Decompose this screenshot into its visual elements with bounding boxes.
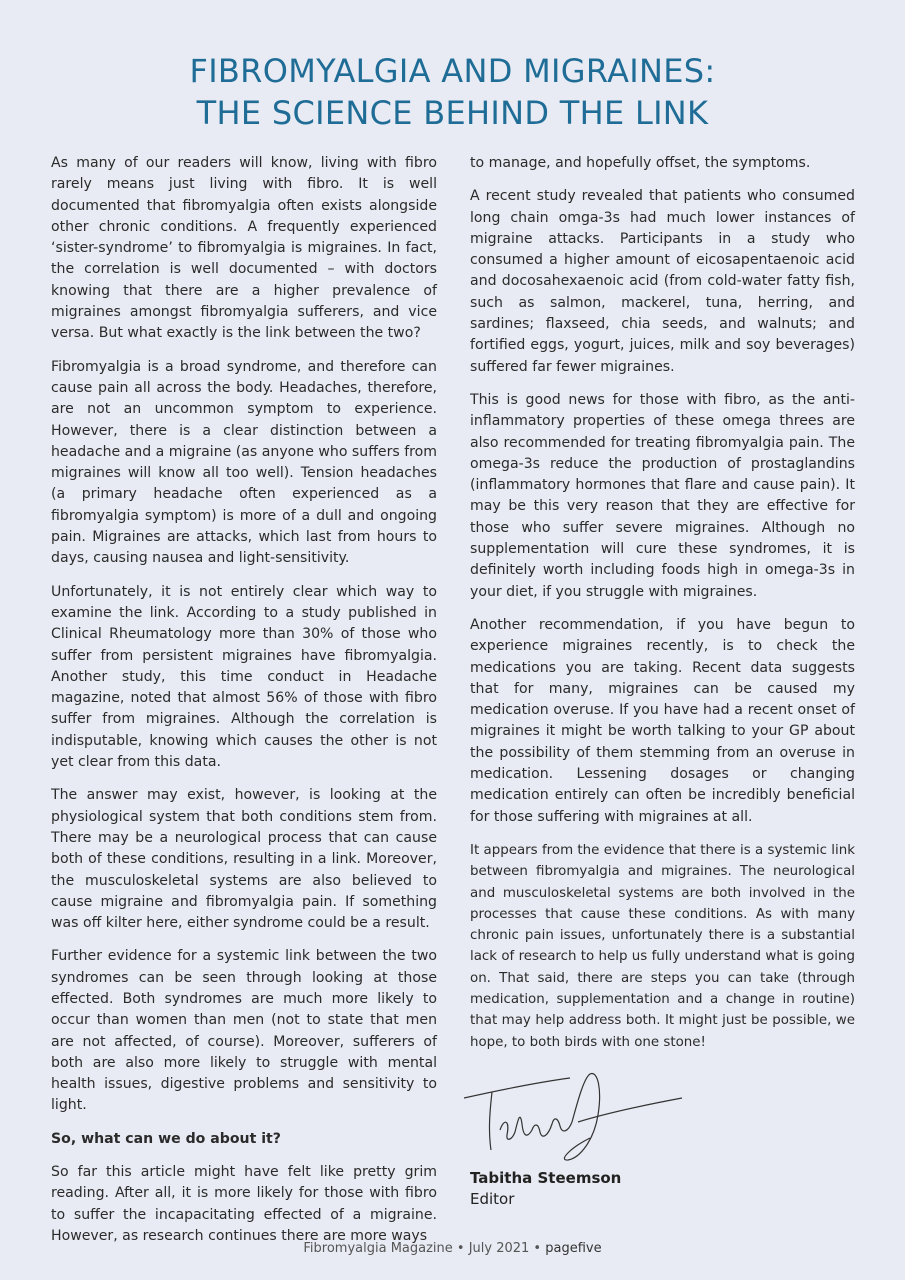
- paragraph: Another recommendation, if you have begun to experience migraines recently, is to check the medications you are taking. Recent data suggests that for many, migraines can be caused my medication overuse. If you have had a recent onset of migraines it might be worth talking to your GP about the possibility of them stemming from an overuse in medication. Lessening dosages or changing medication entirely can often be incredibly beneficial for those suffering with migraines at all.: [470, 616, 855, 825]
- paragraph: to manage, and hopefully offset, the symptoms.: [470, 155, 811, 171]
- paragraph: The answer may exist, however, is looking at the physiological system that both conditions stem from. There may be a neurological process that can cause both of these conditions, resulting in a link. Moreover, the musculoskeletal systems are also believed to cause migraine and fibromyalgia pain. If something was off kilter here, either syndrome could be a result.: [51, 787, 437, 932]
- paragraph: It appears from the evidence that there is a systemic link between fibromyalgia and migraines. The neurological and musculoskeletal systems are both involved in the processes that cause these conditions. As with many chronic pain issues, unfortunately there is a substantial lack of research to help us fully understand what is going on. That said, there are steps you can take (through medication, supplementation and a change in routine) that may help address both. It might just be possible, we hope, to both birds with one stone!: [470, 842, 855, 1050]
- section-subheading: So, what can we do about it?: [51, 1130, 281, 1147]
- article-title: [0, 50, 905, 134]
- paragraph: Fibromyalgia is a broad syndrome, and therefore can cause pain all across the body. Headaches, therefore, are not an uncommon symptom to experience. However, there is a clear distinction between a headache and a migraine (as anyone who suffers from migraines will know all too well). Tension headaches (a primary headache often experienced as a fibromyalgia symptom) is more of a dull and ongoing pain. Migraines are attacks, which last from hours to days, causing nausea and light-sensitivity.: [51, 358, 437, 567]
- editor-name: Tabitha Steemson: [470, 1169, 622, 1187]
- left-column: [51, 153, 437, 1259]
- footer-publication: Fibromyalgia Magazine • July 2021 •: [303, 1241, 546, 1256]
- paragraph: A recent study revealed that patients who consumed long chain omga-3s had much lower instances of migraine attacks. Participants in a study who consumed a higher amount of eicosapentaenoic acid and docosahexaenoic acid (from cold-water fatty fish, such as salmon, mackerel, tuna, herring, and sardines; flaxseed, chia seeds, and walnuts; and fortified eggs, yogurt, juices, milk and soy beverages) suffered far fewer migraines.: [470, 188, 855, 375]
- paragraph: This is good news for those with fibro, as the anti-inflammatory properties of these omega threes are also recommended for treating fibromyalgia pain. The omega-3s reduce the production of prostaglandins (inflammatory hormones that flare and cause pain). It may be this very reason that they are effective for those who suffer severe migraines. Although no supplementation will cure these syndromes, it is definitely worth including foods high in omega-3s in your diet, if you struggle with migraines.: [470, 391, 855, 600]
- paragraph: Unfortunately, it is not entirely clear which way to examine the link. According to a study published in Clinical Rheumatology more than 30% of those who suffer from persistent migraines have fibromyalgia. Another study, this time conduct in Headache magazine, noted that almost 56% of those with fibro suffer from migraines. Although the correlation is indisputable, knowing which causes the other is not yet clear from this data.: [51, 583, 437, 771]
- article-title-line-1: FIBROMYALGIA AND MIGRAINES:: [189, 52, 716, 90]
- handwritten-signature: [460, 1060, 690, 1165]
- paragraph: Further evidence for a systemic link between the two syndromes can be seen through looking at those effected. Both syndromes are much more likely to occur than women than men (not to state that men are not affected, of course). Moreover, sufferers of both are also more likely to struggle with mental health issues, digestive problems and sensitivity to light.: [51, 948, 437, 1114]
- article-title-line-2: THE SCIENCE BEHIND THE LINK: [196, 94, 709, 132]
- right-column: [470, 153, 855, 1065]
- page-footer: [0, 1241, 905, 1256]
- paragraph: As many of our readers will know, living with fibro rarely means just living with fibro. It is well documented that fibromyalgia often exists alongside other chronic conditions. A frequently experienced ‘sister-syndrome’ to fibromyalgia is migraines. In fact, the correlation is well documented – with doctors knowing that there are a higher prevalence of migraines amongst fibromyalgia sufferers, and vice versa. But what exactly is the link between the two?: [51, 155, 437, 342]
- paragraph: So far this article might have felt like pretty grim reading. After all, it is more likely for those with fibro to suffer the incapacitating effected of a migraine. However, as research continues there are more ways: [51, 1164, 437, 1244]
- footer-page-label: pagefive: [545, 1241, 602, 1256]
- editor-role: Editor: [470, 1190, 515, 1208]
